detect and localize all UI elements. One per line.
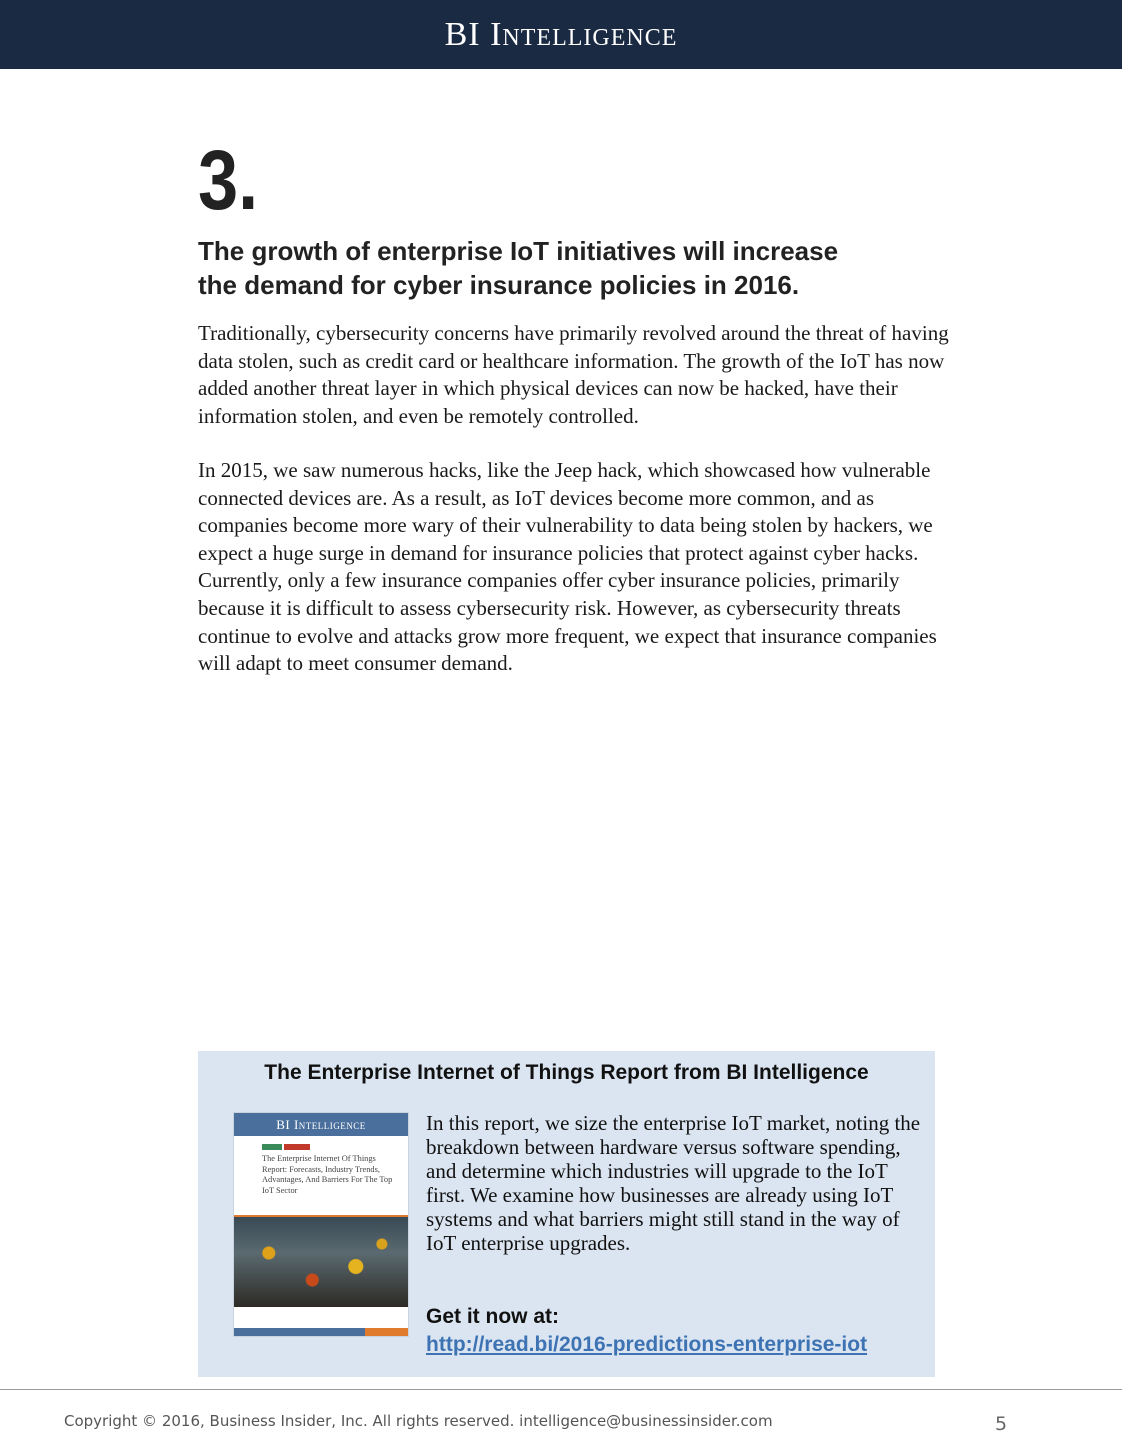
report-link[interactable]: http://read.bi/2016-predictions-enterprise-iot xyxy=(426,1333,868,1356)
footer-copyright: Copyright © 2016, Business Insider, Inc. All rights reserved. intelligence@businessinsider.com xyxy=(64,1412,773,1430)
footer-divider xyxy=(0,1389,1122,1390)
cover-tag-green xyxy=(262,1144,282,1150)
headline-line-1: The growth of enterprise IoT initiatives will increase xyxy=(198,236,839,266)
factory-robots-photo xyxy=(234,1217,408,1307)
promo-title: The Enterprise Internet of Things Report from BI Intelligence xyxy=(264,1061,869,1084)
promo-description: In this report, we size the enterprise IoT market, noting the breakdown between hardware versus software spending, and determine which industries will upgrade to the IoT first. We examine how businesses are already using IoT systems and what barriers might still stand in the way of IoT enterprise upgrades. xyxy=(426,1111,921,1255)
section-headline xyxy=(198,234,918,302)
page-header xyxy=(0,0,1122,69)
cover-bar-orange xyxy=(365,1328,409,1336)
cover-title: The Enterprise Internet Of Things Report: Forecasts, Industry Trends, Advantages, And Barriers For The Top IoT Sector xyxy=(262,1154,393,1195)
body-paragraph-2: In 2015, we saw numerous hacks, like the Jeep hack, which showcased how vulnerable connected devices are. As a result, as IoT devices become more common, and as companies become more wary of their vulnerability to data being stolen by hackers, we expect a huge surge in demand for insurance policies that protect against cyber hacks. Currently, only a few insurance companies offer cyber insurance policies, primarily because it is difficult to assess cybersecurity risk. However, as cybersecurity threats continue to evolve and attacks grow more frequent, we expect that insurance companies will adapt to meet consumer demand. xyxy=(198,458,937,676)
promo-cta-label: Get it now at: xyxy=(426,1305,559,1328)
section-number: 3. xyxy=(198,133,259,227)
cover-tag-red xyxy=(284,1144,310,1150)
cover-brand: BI Intelligence xyxy=(234,1113,408,1136)
brand-logo: BI Intelligence xyxy=(444,15,678,53)
report-promo-box xyxy=(198,1051,935,1377)
cover-footer-bar xyxy=(234,1328,408,1336)
cover-bar-blue xyxy=(234,1328,365,1336)
report-cover-image[interactable] xyxy=(234,1113,408,1336)
headline-line-2: the demand for cyber insurance policies in 2016. xyxy=(198,270,800,300)
body-paragraph-1: Traditionally, cybersecurity concerns have primarily revolved around the threat of having data stolen, such as credit card or healthcare information. The growth of the IoT has now added another threat layer in which physical devices can now be hacked, have their information stolen, and even be remotely controlled. xyxy=(198,321,949,428)
cover-tags xyxy=(262,1144,310,1150)
page-number: 5 xyxy=(995,1413,1008,1435)
